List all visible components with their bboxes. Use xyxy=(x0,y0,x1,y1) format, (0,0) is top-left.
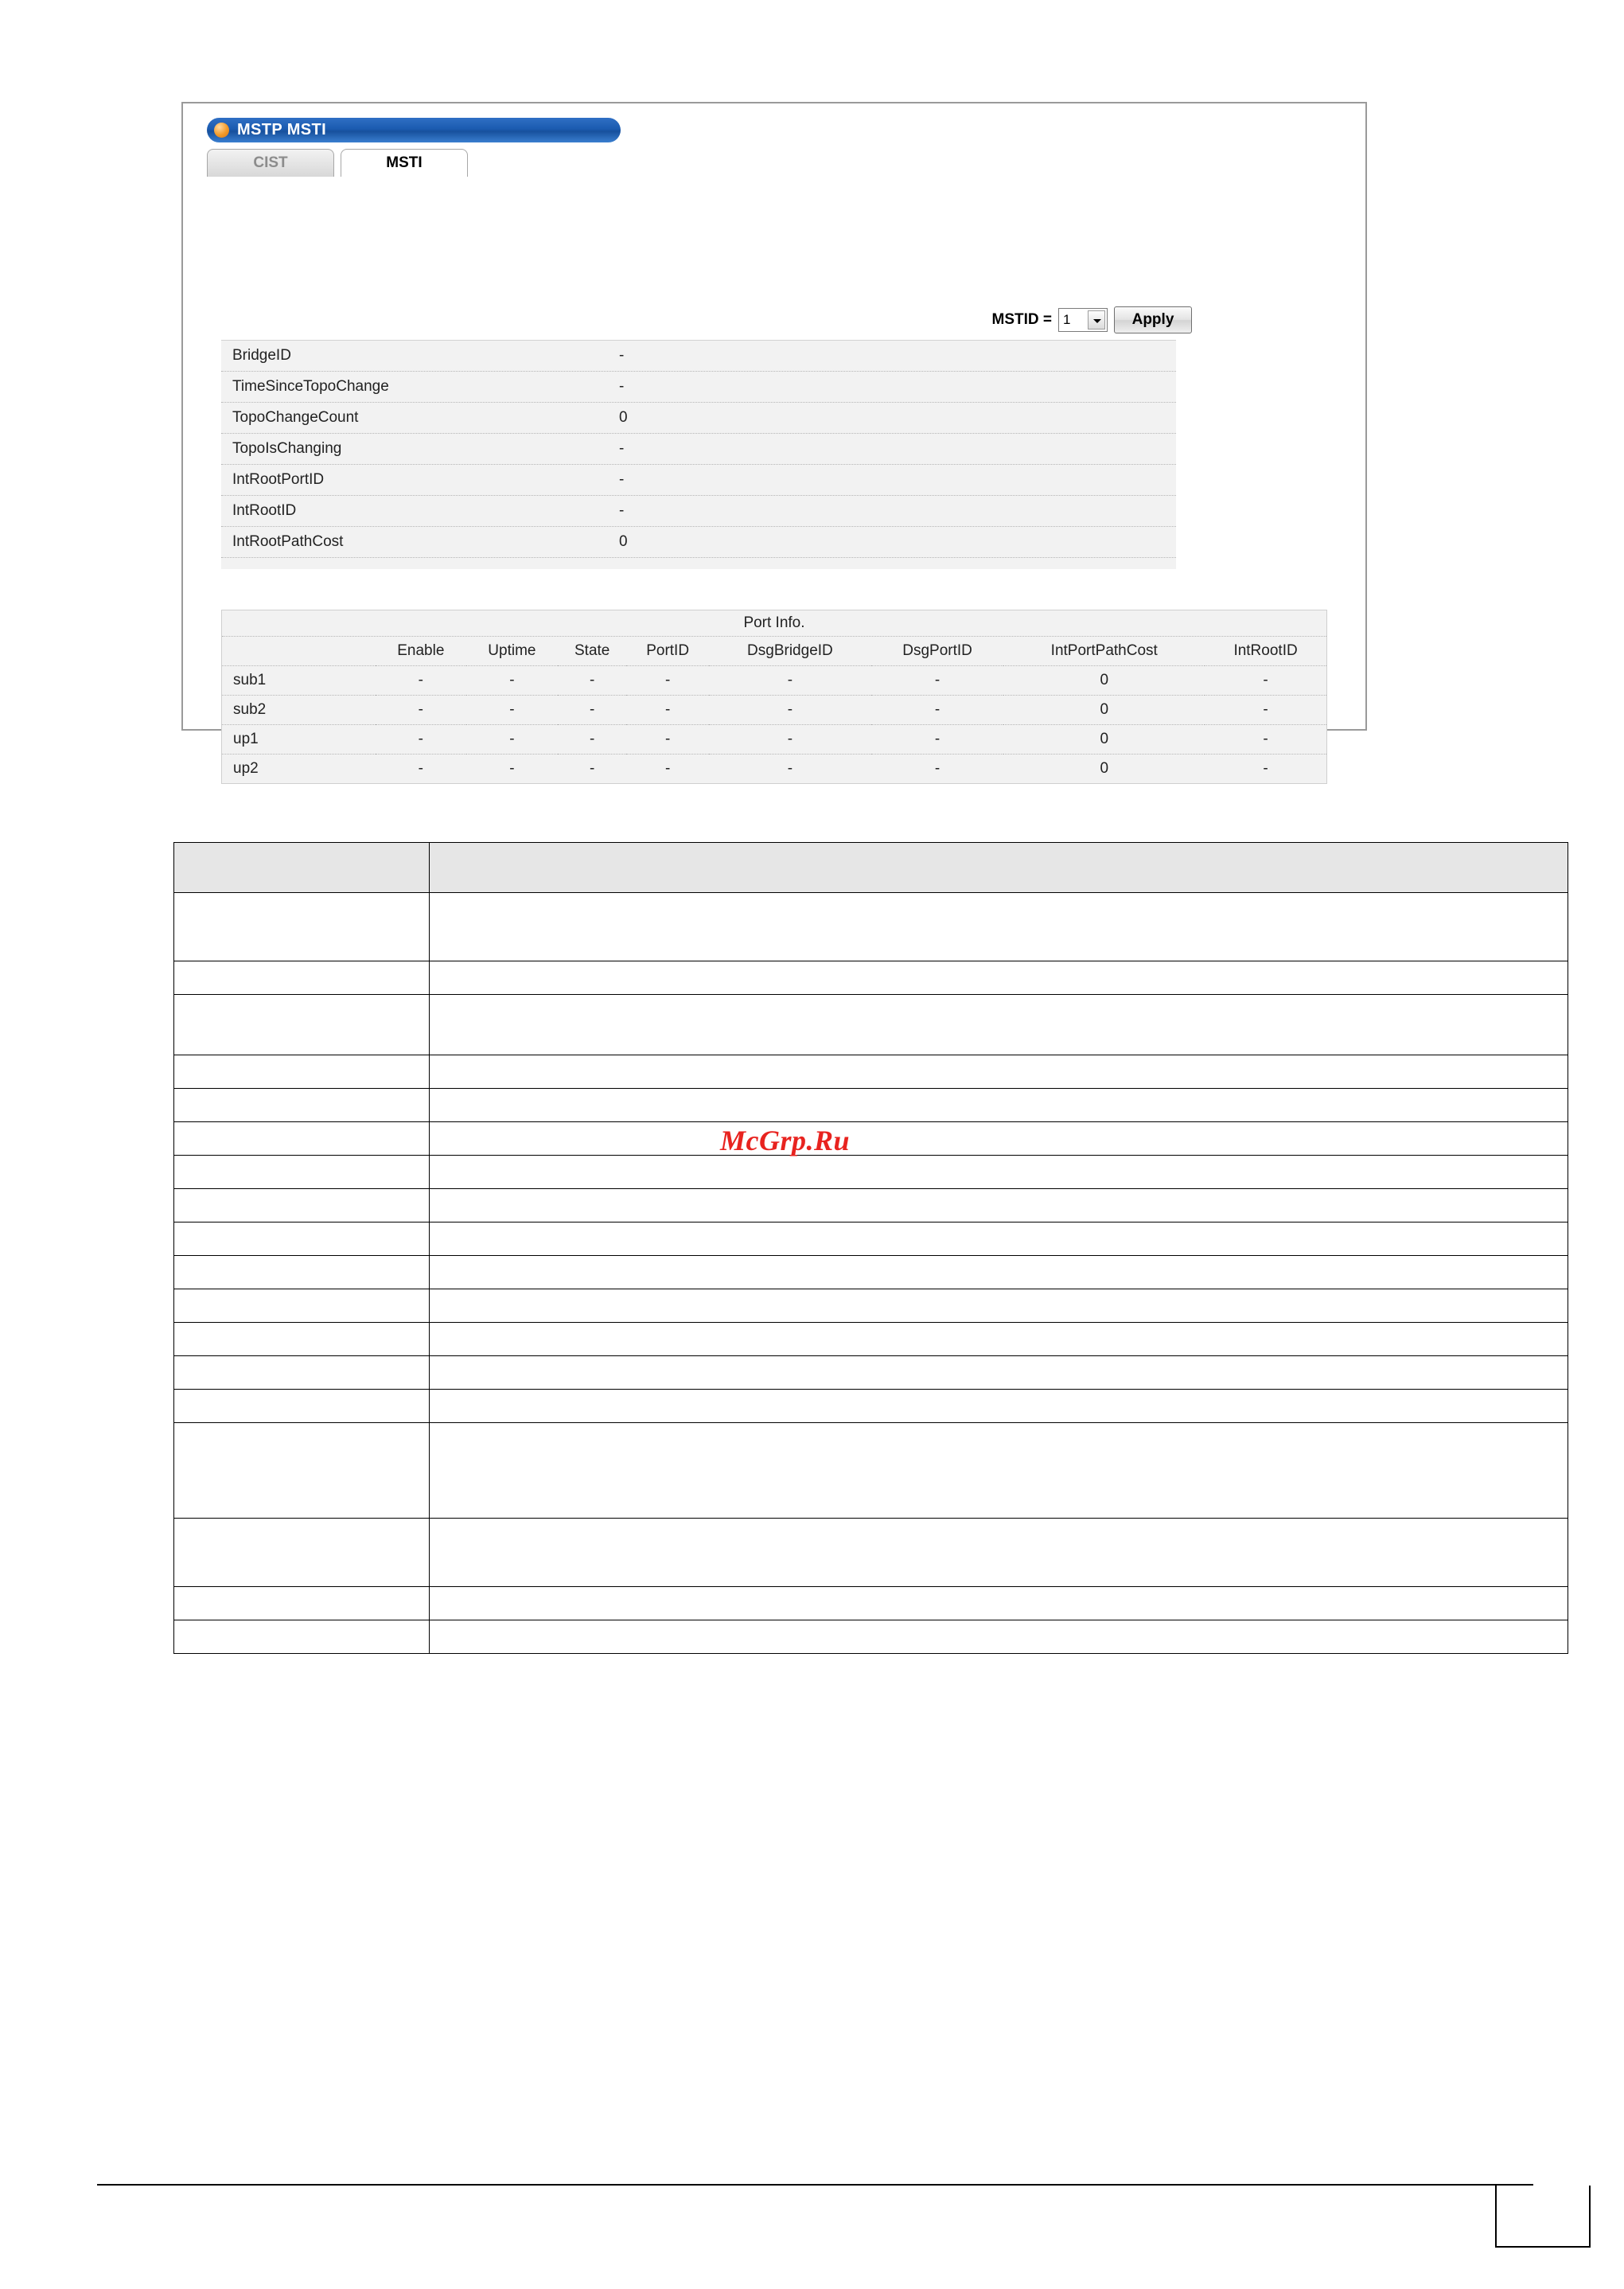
desc-cell-label xyxy=(174,1156,430,1189)
panel-titlebar xyxy=(207,118,621,145)
info-row xyxy=(221,341,1176,372)
info-label: TimeSinceTopoChange xyxy=(232,378,389,395)
desc-cell-text xyxy=(430,1587,1568,1620)
port-info-table xyxy=(222,637,1326,783)
table-row xyxy=(174,1089,1568,1122)
cell-port: sub1 xyxy=(222,666,376,696)
table-header-row xyxy=(222,637,1326,666)
cell-enable: - xyxy=(376,755,466,784)
desc-cell-text xyxy=(430,1356,1568,1390)
desc-cell-text xyxy=(430,1289,1568,1323)
page-title: MSTP MSTI xyxy=(237,121,327,138)
info-value: 0 xyxy=(619,409,628,426)
info-label: IntRootID xyxy=(232,502,297,519)
cell-portid: - xyxy=(626,725,709,755)
table-row xyxy=(174,1256,1568,1289)
cell-dsgbridgeid: - xyxy=(709,696,871,725)
apply-button[interactable]: Apply xyxy=(1114,306,1192,333)
tab-msti[interactable] xyxy=(341,149,468,177)
cell-dsgbridgeid: - xyxy=(709,725,871,755)
cell-state: - xyxy=(558,725,626,755)
desc-cell-label xyxy=(174,1055,430,1089)
desc-cell-text xyxy=(430,1423,1568,1519)
mstp-msti-screenshot xyxy=(181,102,1367,777)
info-value: - xyxy=(619,471,625,488)
mstid-select-value: 1 xyxy=(1063,312,1071,327)
table-row xyxy=(174,1519,1568,1587)
desc-cell-text xyxy=(430,995,1568,1055)
table-row xyxy=(174,1289,1568,1323)
desc-cell-text xyxy=(430,1323,1568,1356)
desc-cell-text xyxy=(430,1256,1568,1289)
table-row xyxy=(174,1122,1568,1156)
mstid-controls xyxy=(992,306,1192,333)
description-table-header-row xyxy=(174,843,1568,893)
cell-intportpathcost: 0 xyxy=(1003,755,1205,784)
info-label: IntRootPathCost xyxy=(232,533,344,550)
desc-header-label xyxy=(174,843,430,893)
footer-divider xyxy=(97,2184,1533,2186)
desc-cell-label xyxy=(174,1256,430,1289)
cell-dsgportid: - xyxy=(871,725,1004,755)
info-value: - xyxy=(619,502,625,519)
cell-introotid: - xyxy=(1205,755,1326,784)
desc-cell-text xyxy=(430,1620,1568,1654)
cell-port: up2 xyxy=(222,755,376,784)
col-introotid: IntRootID xyxy=(1205,637,1326,666)
table-row xyxy=(174,1390,1568,1423)
desc-cell-label xyxy=(174,1089,430,1122)
info-label: TopoChangeCount xyxy=(232,409,359,426)
desc-cell-text xyxy=(430,1519,1568,1587)
cell-dsgbridgeid: - xyxy=(709,755,871,784)
desc-cell-label xyxy=(174,961,430,995)
cell-dsgportid: - xyxy=(871,696,1004,725)
table-row xyxy=(174,1156,1568,1189)
cell-portid: - xyxy=(626,696,709,725)
cell-enable: - xyxy=(376,696,466,725)
screenshot-canvas xyxy=(183,103,1365,777)
cell-state: - xyxy=(558,666,626,696)
info-row xyxy=(221,496,1176,527)
mstid-label: MSTID = xyxy=(991,311,1052,328)
cell-uptime: - xyxy=(466,755,559,784)
col-dsgbridgeid: DsgBridgeID xyxy=(709,637,871,666)
port-info-title: Port Info. xyxy=(222,610,1326,637)
tab-cist-label: CIST xyxy=(253,154,288,171)
info-label: TopoIsChanging xyxy=(232,440,342,457)
table-row xyxy=(174,1222,1568,1256)
desc-cell-label xyxy=(174,1189,430,1222)
info-value: 0 xyxy=(619,533,628,550)
cell-enable: - xyxy=(376,666,466,696)
desc-cell-text xyxy=(430,1222,1568,1256)
desc-cell-text xyxy=(430,893,1568,961)
cell-introotid: - xyxy=(1205,725,1326,755)
cell-state: - xyxy=(558,696,626,725)
cell-port: sub2 xyxy=(222,696,376,725)
table-row xyxy=(222,696,1326,725)
desc-cell-label xyxy=(174,1222,430,1256)
cell-state: - xyxy=(558,755,626,784)
desc-cell-text xyxy=(430,1156,1568,1189)
watermark: McGrp.Ru xyxy=(720,1125,851,1156)
cell-intportpathcost: 0 xyxy=(1003,725,1205,755)
desc-cell-label xyxy=(174,1390,430,1423)
desc-cell-label xyxy=(174,1519,430,1587)
cell-uptime: - xyxy=(466,696,559,725)
col-enable: Enable xyxy=(376,637,466,666)
cell-dsgbridgeid: - xyxy=(709,666,871,696)
info-value: - xyxy=(619,347,625,364)
cell-intportpathcost: 0 xyxy=(1003,666,1205,696)
cell-portid: - xyxy=(626,755,709,784)
port-info-panel xyxy=(221,610,1327,784)
table-row xyxy=(174,1356,1568,1390)
desc-cell-text xyxy=(430,1055,1568,1089)
table-row xyxy=(174,1055,1568,1089)
col-intportpathcost: IntPortPathCost xyxy=(1003,637,1205,666)
info-value: - xyxy=(619,440,625,457)
tab-msti-label: MSTI xyxy=(386,154,423,171)
table-row xyxy=(174,1587,1568,1620)
desc-cell-label xyxy=(174,1423,430,1519)
cell-enable: - xyxy=(376,725,466,755)
tab-cist[interactable] xyxy=(207,149,334,177)
cell-dsgportid: - xyxy=(871,666,1004,696)
desc-cell-label xyxy=(174,1587,430,1620)
info-table-spacer xyxy=(221,558,1176,569)
cell-introotid: - xyxy=(1205,696,1326,725)
desc-cell-label xyxy=(174,1620,430,1654)
info-value: - xyxy=(619,378,625,395)
table-row xyxy=(174,995,1568,1055)
col-uptime: Uptime xyxy=(466,637,559,666)
table-row xyxy=(222,725,1326,755)
col-port xyxy=(222,637,376,666)
table-row xyxy=(174,961,1568,995)
desc-cell-text xyxy=(430,961,1568,995)
desc-cell-label xyxy=(174,1356,430,1390)
cell-uptime: - xyxy=(466,725,559,755)
desc-cell-label xyxy=(174,1323,430,1356)
cell-portid: - xyxy=(626,666,709,696)
info-row xyxy=(221,527,1176,558)
desc-cell-text xyxy=(430,1390,1568,1423)
desc-header-description xyxy=(430,843,1568,893)
table-row xyxy=(174,1423,1568,1519)
desc-cell-text xyxy=(430,1089,1568,1122)
cell-introotid: - xyxy=(1205,666,1326,696)
cell-uptime: - xyxy=(466,666,559,696)
status-orb-icon xyxy=(214,123,229,138)
desc-cell-label xyxy=(174,1122,430,1156)
cell-dsgportid: - xyxy=(871,755,1004,784)
desc-cell-label xyxy=(174,1289,430,1323)
col-state: State xyxy=(558,637,626,666)
chevron-down-icon[interactable] xyxy=(1088,310,1105,330)
desc-cell-text xyxy=(430,1189,1568,1222)
table-row xyxy=(222,755,1326,784)
table-row xyxy=(174,1323,1568,1356)
cell-port: up1 xyxy=(222,725,376,755)
info-label: IntRootPortID xyxy=(232,471,325,488)
msti-info-table xyxy=(221,340,1176,569)
info-row xyxy=(221,403,1176,434)
info-row xyxy=(221,465,1176,496)
col-portid: PortID xyxy=(626,637,709,666)
info-label: BridgeID xyxy=(232,347,291,364)
table-row xyxy=(174,1620,1568,1654)
table-row xyxy=(174,1189,1568,1222)
desc-cell-text xyxy=(430,1122,1568,1156)
cell-intportpathcost: 0 xyxy=(1003,696,1205,725)
info-row xyxy=(221,372,1176,403)
desc-cell-label xyxy=(174,893,430,961)
table-row xyxy=(174,893,1568,961)
info-row xyxy=(221,434,1176,465)
col-dsgportid: DsgPortID xyxy=(871,637,1004,666)
mstid-select[interactable] xyxy=(1058,308,1108,332)
desc-cell-label xyxy=(174,995,430,1055)
page-number-box xyxy=(1495,2186,1591,2248)
description-table xyxy=(173,842,1568,1654)
table-row xyxy=(222,666,1326,696)
